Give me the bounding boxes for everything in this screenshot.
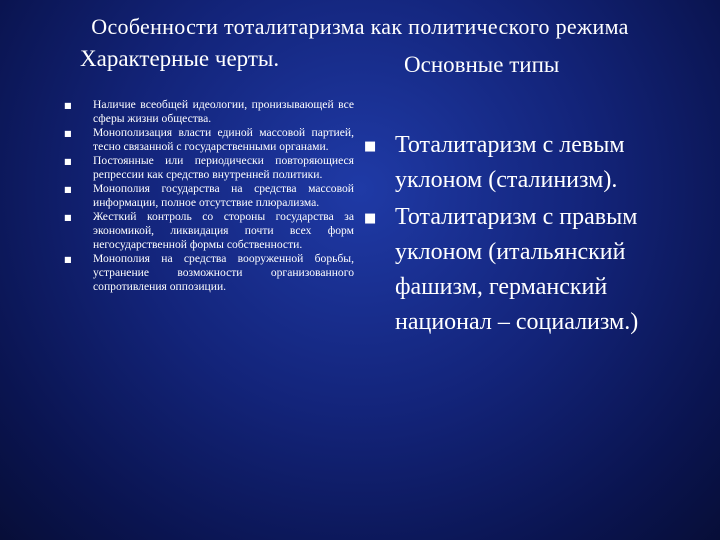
square-bullet-icon: ■ [64,185,72,194]
type-text: Тоталитаризм с левым уклоном (сталинизм). [395,132,625,193]
square-bullet-icon: ■ [64,213,72,222]
feature-text: Монополия государства на средства массовой информации, полное отсутствие плюрализма. [93,182,354,209]
feature-text: Жесткий контроль со стороны государства за экономикой, ликвидация почти всех форм негосударственной формы собственности. [93,210,354,251]
square-bullet-icon: ■ [64,255,72,264]
square-bullet-icon: ■ [64,101,72,110]
feature-text: Наличие всеобщей идеологии, пронизывающей все сферы жизни общества. [93,98,354,125]
features-heading: Характерные черты. [80,46,280,71]
square-bullet-icon: ■ [64,129,72,138]
feature-text: Монополия на средства вооруженной борьбы, устранение возможности организованного сопротивления оппозиции. [93,252,354,293]
features-list [64,98,354,294]
type-text: Тоталитаризм с правым уклоном (итальянский фашизм, германский национал – социализм.) [395,204,639,335]
types-list [364,128,664,342]
feature-item [64,154,354,182]
feature-text: Постоянные или периодически повторяющиеся репрессии как средство внутренней политики. [93,154,354,181]
slide-title: Особенности тоталитаризма как политического режима [91,14,629,39]
type-item [364,200,664,340]
feature-item [64,98,354,126]
feature-item [64,210,354,252]
feature-item [64,252,354,294]
feature-item [64,182,354,210]
square-bullet-icon: ■ [364,139,377,154]
feature-text: Монополизация власти единой массовой партией, тесно связанной с государственными органами. [93,126,354,153]
feature-item [64,126,354,154]
square-bullet-icon: ■ [364,211,377,226]
type-item [364,128,664,198]
square-bullet-icon: ■ [64,157,72,166]
types-heading: Основные типы [404,52,560,77]
